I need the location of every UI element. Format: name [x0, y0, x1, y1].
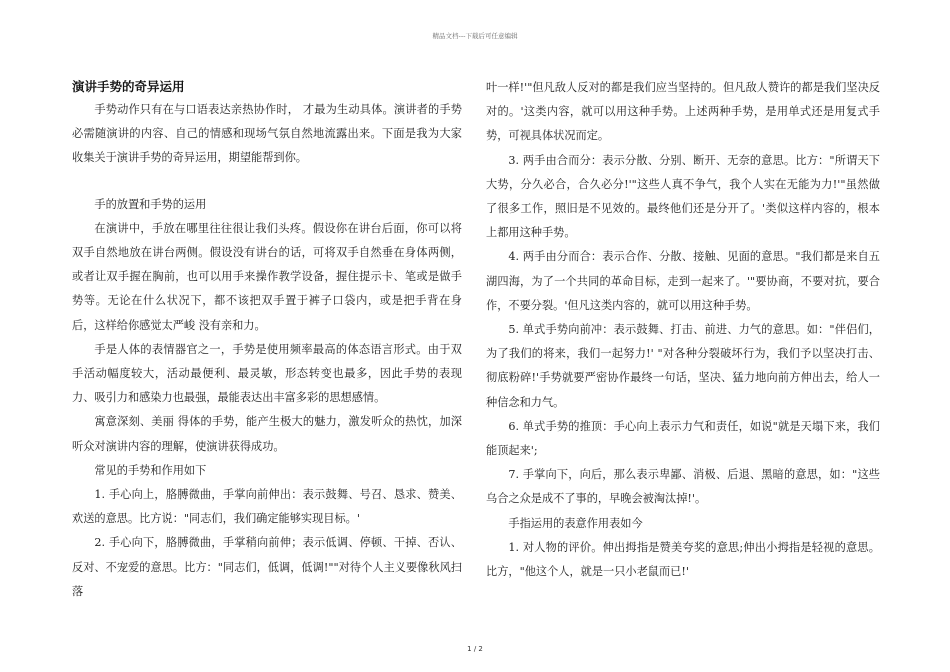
list-item-gesture-3: 3. 两手由合而分：表示分散、分别、断开、无奈的意思。比方："所谓天下大势，分久必合，合久必分!'"这些人真不争气，我个人实在无能为力!'"虽然做了很多工作，照旧是不见效的。最终他们还是分开了。'类似这样内容的，根本上都用这种手势。 — [486, 153, 880, 240]
list-item-gesture-5: 5. 单式手势向前冲：表示鼓舞、打击、前进、力气的意思。如："伴侣们，为了我们的将来，我们一起努力!' "对各种分裂破坏行为，我们予以坚决打击、彻底粉碎!'手势就要严密协作最终一句话，坚决、猛力地向前方伸出去，给人一种信念和力气。 — [486, 323, 880, 409]
intro-paragraph: 手势动作只有在与口语表达亲热协作时， 才最为生动具体。演讲者的手势必需随演讲的内容、自己的情感和现场气氛自然地流露出来。下面是我为大家收集关于演讲手势的奇异运用，期望能帮到你。 — [72, 103, 462, 165]
list-item-gesture-2: 2. 手心向下，胳膊微曲，手掌稍向前伸；表示低调、停顿、干掉、否认、反对、不宠爱的意思。比方："同志们，低调，低调!""对待个人主义要像秋风扫落 — [72, 536, 462, 598]
page-number: 1 / 2 — [467, 645, 483, 653]
paragraph-hand-placement: 在演讲中，手放在哪里往往很让我们头疼。假设你在讲台后面，你可以将双手自然地放在讲台两侧。假设没有讲台的话，可将双手自然垂在身体两侧，或者让双手握在胸前，也可以用手来操作教学设备，握住提示卡、笔或是做手势等。无论在什么状况下，都不该把双手置于裤子口袋内，或是把手背在身后，这样给你感觉太严峻 没有亲和力。 — [72, 221, 462, 332]
section-heading-common-gestures: 常见的手势和作用如下 — [94, 463, 207, 477]
section-heading-hand-placement: 手的放置和手势的运用 — [94, 197, 207, 211]
section-heading-finger-usage: 手指运用的表意作用表如今 — [508, 516, 643, 530]
list-item-gesture-7: 7. 手掌向下，向后，那么表示卑鄙、消极、后退、黑暗的意思，如："这些乌合之众是成不了事的，早晚会被淘汰掉!'。 — [486, 468, 880, 506]
right-column — [486, 76, 880, 584]
left-column — [72, 76, 462, 604]
list-item-gesture-4: 4. 两手由分而合：表示合作、分散、接触、见面的意思。"我们都是来自五湖四海，为了一个共同的革命目标，走到一起来了。'"要协商，不要对抗，要合作，不要分裂。'但凡这类内容的，就可以用这种手势。 — [486, 250, 880, 312]
list-item-finger-1: 1. 对人物的评价。伸出拇指是赞美夸奖的意思;伸出小拇指是轻视的意思。比方，"他这个人，就是一只小老鼠而已!' — [486, 540, 880, 579]
page-header: 精品文档---下载后可任意编辑 — [432, 32, 518, 40]
list-item-gesture-6: 6. 单式手势的推顶：手心向上表示力气和责任，如说"就是天塌下来，我们能顶起来'; — [486, 419, 880, 458]
document-title: 演讲手势的奇异运用 — [72, 79, 185, 94]
paragraph-gesture-charm: 寓意深刻、美丽 得体的手势，能产生极大的魅力，激发听众的热忱，加深听众对演讲内容的理解，使演讲获得成功。 — [72, 415, 462, 453]
paragraph-hand-expression: 手是人体的表情器官之一，手势是使用频率最高的体态语言形式。由于双手活动幅度较大，活动最便利、最灵敏，形态转变也最多，因此手势的表现力、吸引力和感染力也最强，最能表达出丰富多彩的思想感情。 — [72, 342, 462, 405]
list-item-gesture-1: 1. 手心向上，胳膊微曲，手掌向前伸出：表示鼓舞、号召、恳求、赞美、欢送的意思。比方说："同志们，我们确定能够实现目标。' — [72, 488, 462, 526]
paragraph-continued: 叶一样!'"但凡敌人反对的都是我们应当坚持的。但凡敌人赞许的都是我们坚决反对的。'这类内容，就可以用这种手势。上述两种手势，是用单式还是用复式手势，可视具体状况而定。 — [486, 81, 880, 143]
